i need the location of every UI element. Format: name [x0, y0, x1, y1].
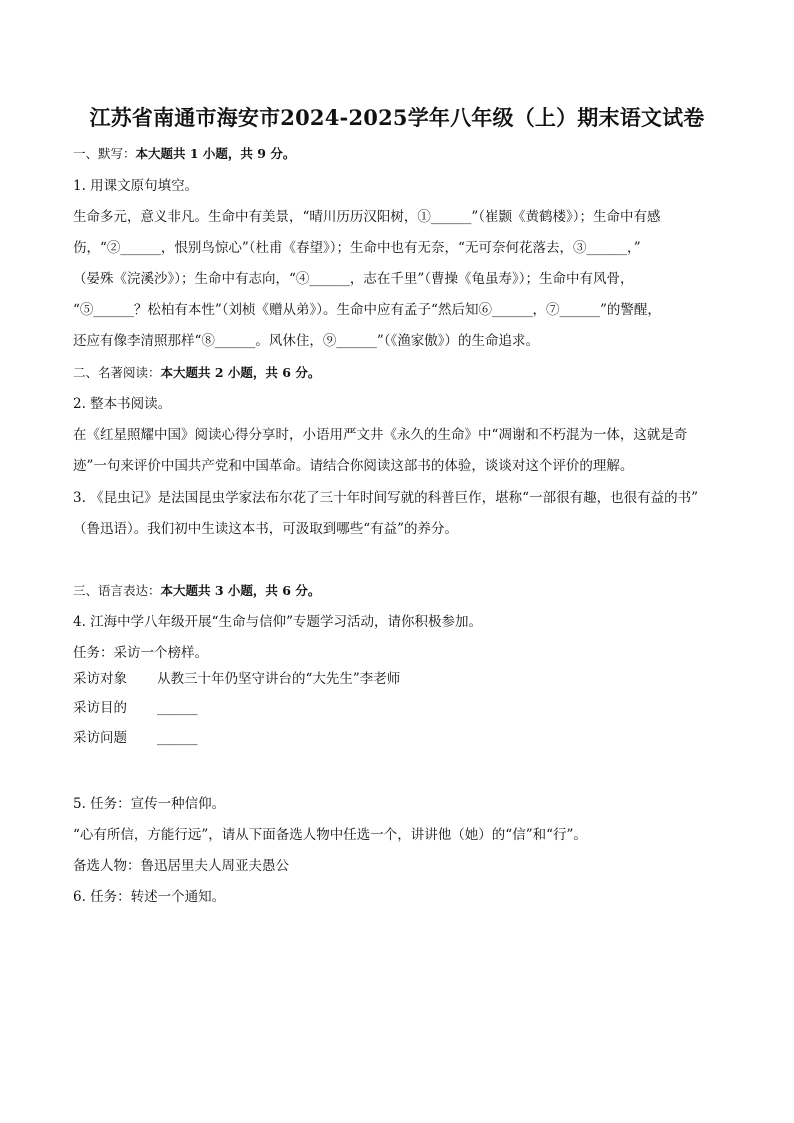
section-3-info: 本大题共 3 小题，共 6 分。 — [160, 583, 321, 598]
interview-label-questions: 采访问题 — [73, 730, 127, 746]
question-6-stem: 6. 任务：转述一个通知。 — [73, 889, 226, 905]
interview-value-target: 从教三十年仍坚守讲台的“大先生”李老师 — [157, 671, 401, 687]
section-2-label: 二、名著阅读： — [73, 365, 161, 380]
interview-blank-questions: ______ — [157, 730, 198, 746]
question-4-task: 任务：采访一个榜样。 — [73, 645, 208, 661]
interview-label-target: 采访对象 — [73, 671, 127, 687]
section-heading-3 — [73, 581, 320, 601]
section-3-label: 三、语言表达： — [73, 583, 161, 598]
question-3-line-1: 3. 《昆虫记》是法国昆虫学家法布尔花了三十年时间写就的科普巨作，堪称“一部很有趣，也很有益的书” — [73, 490, 698, 506]
interview-row-purpose — [73, 698, 198, 718]
interview-label-purpose: 采访目的 — [73, 700, 127, 716]
question-1-line-4: “⑤______？松柏有本性”（刘桢《赠从弟》）。生命中应有孟子“然后知⑥______，⑦______”的警醒， — [73, 302, 661, 318]
interview-row-questions — [73, 728, 198, 748]
section-heading-2 — [73, 363, 320, 383]
question-2-line-1: 在《红星照耀中国》阅读心得分享时，小语用严文井《永久的生命》中“凋谢和不朽混为一体，这就是奇 — [73, 427, 688, 443]
question-5-line-1: “心有所信，方能行远”，请从下面备选人物中任选一个，讲讲他（她）的“信”和“行”。 — [73, 827, 587, 843]
question-1-stem: 1. 用课文原句填空。 — [73, 178, 199, 194]
question-2-stem: 2. 整本书阅读。 — [73, 396, 172, 412]
question-1-line-2: 伤，“②______，恨别鸟惊心”（杜甫《春望》）；生命中也有无奈，“无可奈何花落去，③______，” — [73, 240, 641, 256]
question-1-line-5: 还应有像李清照那样“⑧______。风休住，⑨______”（《渔家傲》）的生命追求。 — [73, 333, 540, 349]
exam-title: 江苏省南通市海安市2024-2025学年八年级（上）期末语文试卷 — [89, 105, 705, 130]
interview-blank-purpose: ______ — [157, 700, 198, 716]
question-1-line-3: （晏殊《浣溪沙》）；生命中有志向，“④______，志在千里”（曹操《龟虽寿》）；生命中有风骨， — [73, 271, 634, 287]
interview-row-target — [73, 669, 400, 689]
question-1-line-1: 生命多元，意义非凡。生命中有美景，“晴川历历汉阳树，①______”（崔颢《黄鹤楼》）；生命中有感 — [73, 209, 661, 225]
section-1-label: 一、默写： — [73, 146, 136, 161]
question-4-stem: 4. 江海中学八年级开展“生命与信仰”专题学习活动，请你积极参加。 — [73, 614, 482, 630]
section-heading-1 — [73, 144, 295, 164]
question-5-stem: 5. 任务：宣传一种信仰。 — [73, 796, 226, 812]
question-2-line-2: 迹”一句来评价中国共产党和中国革命。请结合你阅读这部书的体验，谈谈对这个评价的理解。 — [73, 458, 634, 474]
question-3-line-2: （鲁迅语）。我们初中生读这本书，可汲取到哪些“有益”的养分。 — [73, 521, 459, 537]
question-5-line-2: 备选人物：鲁迅居里夫人周亚夫愚公 — [73, 858, 289, 874]
section-1-info: 本大题共 1 小题，共 9 分。 — [135, 146, 296, 161]
section-2-info: 本大题共 2 小题，共 6 分。 — [160, 365, 321, 380]
